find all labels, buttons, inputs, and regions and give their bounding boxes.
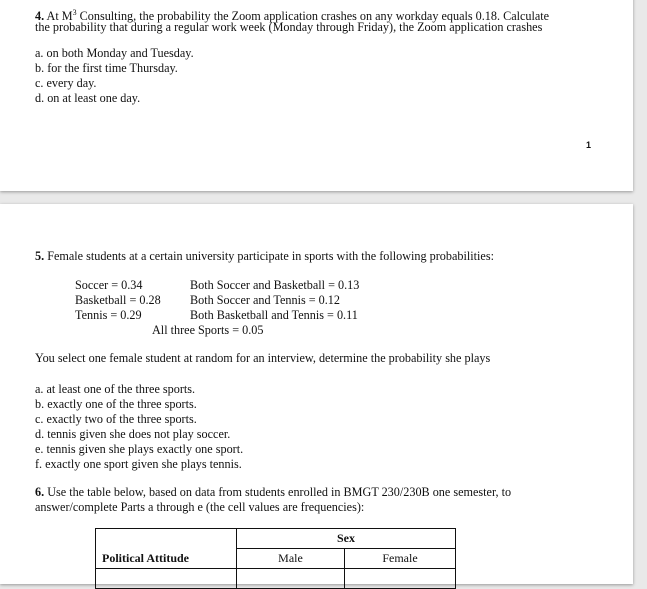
frequency-table [95, 528, 456, 589]
prob-basketball-tennis: Both Basketball and Tennis = 0.11 [190, 308, 358, 322]
question-5-prompt: You select one female student at random for an interview, determine the probability she plays [35, 351, 491, 365]
question-4-part-d: d. on at least one day. [35, 91, 141, 105]
table-group-header: Sex [237, 529, 456, 549]
table-header-row-1 [96, 529, 456, 549]
table-col-female: Female [345, 549, 456, 569]
prob-tennis: Tennis = 0.29 [75, 308, 142, 322]
question-4-part-c: c. every day. [35, 76, 97, 90]
question-5-part-b: b. exactly one of the three sports. [35, 397, 197, 411]
question-5-part-f: f. exactly one sport given she plays tennis. [35, 457, 242, 471]
question-4-text-rest: Consulting, the probability the Zoom application crashes on any workday equals 0.18. Calculate [76, 9, 550, 24]
table-row [96, 569, 456, 589]
table-row-header: Political Attitude [96, 549, 237, 569]
prob-soccer-basketball: Both Soccer and Basketball = 0.13 [190, 278, 360, 292]
question-5-part-d: d. tennis given she does not play soccer. [35, 427, 231, 441]
question-4-number: 4. [35, 9, 45, 24]
table-col-male: Male [237, 549, 345, 569]
question-6-line-2: answer/complete Parts a through e (the cell values are frequencies): [35, 500, 365, 514]
table-header-row-2 [96, 549, 456, 569]
table-corner-cell [96, 529, 237, 549]
page-number: 1 [586, 140, 592, 150]
question-4-text-start: At M [46, 9, 73, 24]
question-5-part-a: a. at least one of the three sports. [35, 382, 196, 396]
question-5-number: 5. [35, 249, 45, 263]
question-5-intro-text: Female students at a certain university participate in sports with the following probabilities: [47, 249, 494, 263]
table-cell [237, 569, 345, 589]
prob-soccer-tennis: Both Soccer and Tennis = 0.12 [190, 293, 340, 307]
document-page-2 [0, 204, 633, 584]
question-6-text: Use the table below, based on data from students enrolled in BMGT 230/230B one semester, to [47, 485, 512, 499]
superscript: 3 [72, 8, 77, 17]
question-5-part-e: e. tennis given she plays exactly one sport. [35, 442, 244, 456]
question-6-number: 6. [35, 485, 45, 499]
question-4-part-a: a. on both Monday and Tuesday. [35, 46, 194, 60]
question-5-part-c: c. exactly two of the three sports. [35, 412, 197, 426]
prob-soccer: Soccer = 0.34 [75, 278, 143, 292]
question-4-part-b: b. for the first time Thursday. [35, 61, 178, 75]
question-6-line-1 [35, 485, 511, 500]
prob-all-three: All three Sports = 0.05 [152, 323, 264, 337]
prob-basketball: Basketball = 0.28 [75, 293, 161, 307]
document-page-1 [0, 0, 633, 191]
table-cell [345, 569, 456, 589]
table-cell [96, 569, 237, 589]
question-4-line-2: the probability that during a regular work week (Monday through Friday), the Zoom application crashes [35, 20, 543, 34]
question-5-intro [35, 249, 494, 264]
